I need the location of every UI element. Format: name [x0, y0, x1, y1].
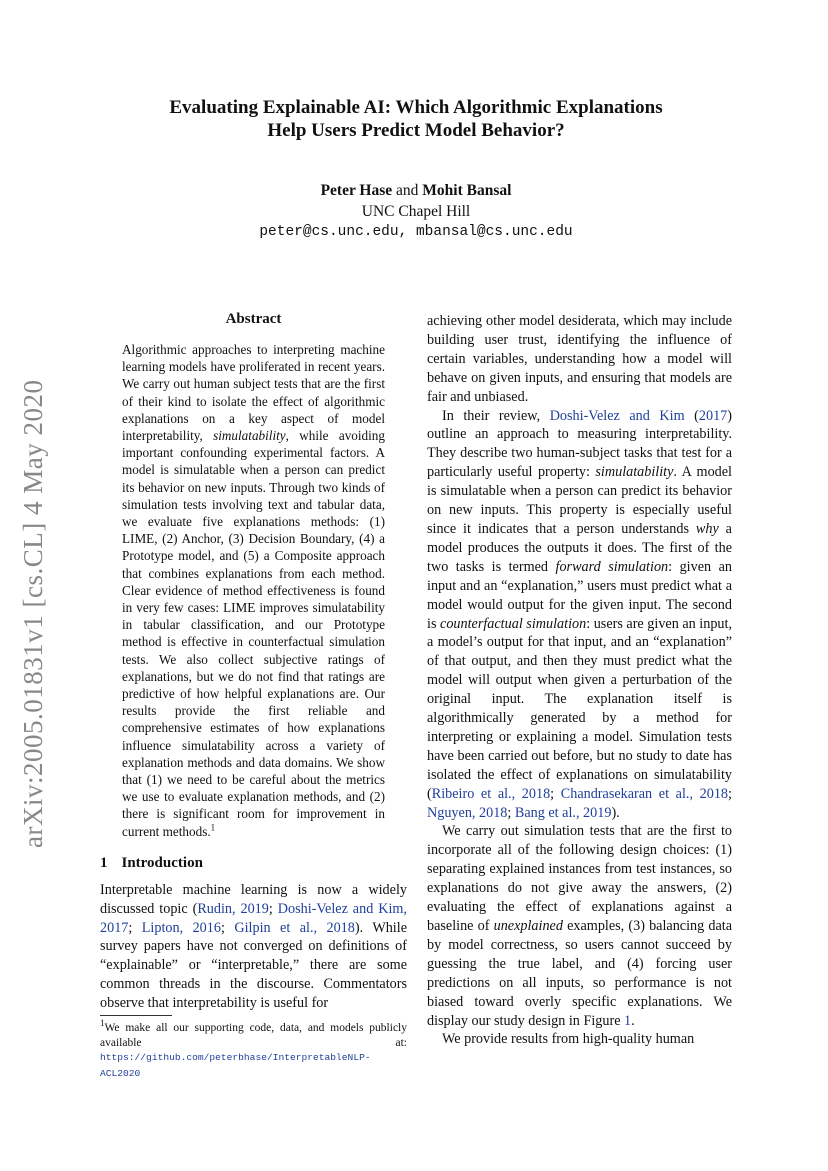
section-title: Introduction [121, 854, 203, 871]
section-heading-introduction [100, 854, 407, 873]
text: ; [550, 785, 561, 802]
citation-chandrasekaran[interactable]: Chandrasekaran et al., 2018 [560, 785, 729, 802]
paper-title [100, 96, 732, 142]
text: ; [128, 919, 142, 936]
abstract-heading: Abstract [225, 311, 282, 327]
text: ; [507, 804, 515, 821]
affiliation: UNC Chapel Hill [361, 203, 471, 220]
text: : given an input and an “explanation,” users must predict what a model would output for the given input. The second is [427, 558, 732, 632]
text: Interpretable machine learning is now a widely discussed topic ( [100, 881, 407, 917]
author-block [100, 180, 732, 243]
citation-ribeiro[interactable]: Ribeiro et al., 2018 [431, 785, 551, 802]
text: examples, (3) balancing data by model correctness, so users cannot succeed by guessing the true label, and (4) forcing user predictions on all inputs, so performance is not biased toward overly specific explanations. We display our study design in Figure [427, 918, 732, 1029]
author-emails: peter@cs.unc.edu, mbansal@cs.unc.edu [259, 224, 573, 240]
citation-doshi-velez[interactable]: Doshi-Velez and Kim, 2017 [100, 900, 407, 936]
emphasis: unexplained [493, 918, 563, 934]
paragraph-design [427, 822, 732, 1030]
intro-paragraph [100, 881, 407, 1013]
footnote-number: 1 [100, 1018, 105, 1029]
author-names [100, 180, 732, 201]
text: In their review, [442, 407, 550, 424]
text: ) outline an approach to measuring interpretability. They describe two human-subject tasks that test for a particularly useful property: [427, 407, 732, 481]
text: ; [268, 900, 278, 917]
emphasis: why [695, 520, 719, 537]
abstract-text-part: , while avoiding important confounding experimental factors. A model is simulatable when a person can predict its behavior on new inputs. Through two kinds of simulation tests involving text and tabular data, we evaluate five explanations methods: (1) LIME, (2) Anchor, (3) Decision Boundary, (4) a Prototype model, and (5) a Composite approach that combines explanations from each method. Clear evidence of method effectiveness is found in very few cases: LIME improves simulatability in tabular classification, and our Prototype method is effective in counterfactual simulation tests. We also collect subjective ratings of explanations, but we do not find that ratings are predictive of how helpful explanations are. Our results provide the first reliable and comprehensive estimates of how explanations influence simulatability across a variety of explanation methods and data domains. We show that (1) we need to be careful about the metrics we use to evaluate explanation methods, and (2) there is significant room for improvement in current methods. [122, 427, 385, 839]
text: : users are given an input, a model’s output for that input, and an “explanation” of that output, and then they must predict what the model will output when given a perturbation of the original input. The explanation itself is algorithmically generated by a method for interpreting or explaining a model. Simulation tests have been carried out before, but no study to date has isolated the effect of explanations on simulatability ( [427, 615, 732, 802]
text: a model produces the outputs it does. The first of the two tasks is termed [427, 520, 732, 575]
emphasis: counterfactual simulation [440, 615, 587, 632]
title-line-1: Evaluating Explainable AI: Which Algorithmic Explanations [169, 97, 663, 118]
footnote-url-link[interactable]: https://github.com/peterbhase/InterpretableNLP-ACL2020 [100, 1052, 371, 1079]
text: ; [728, 785, 732, 802]
emphasis: forward simulation [555, 558, 669, 575]
citation-year[interactable]: 2017 [698, 407, 728, 424]
text: We carry out simulation tests that are the first to incorporate all of the following design choices: (1) separating explained instances from test instances, so explanations do not give away the answers, (2) evaluating the effect of explanations against a baseline of [427, 823, 732, 934]
text: ( [684, 407, 699, 424]
footnote-divider [100, 1015, 172, 1016]
abstract-text-part: Algorithmic approaches to interpreting machine learning models have proliferated in recent years. We carry out human subject tests that are the first of their kind to isolate the effect of algorithmic explanations on a key aspect of model interpretability, [122, 341, 385, 443]
citation-bang[interactable]: Bang et al., 2019 [514, 804, 612, 821]
citation-doshi-velez-kim[interactable]: Doshi-Velez and Kim [549, 407, 685, 424]
text: . A model is simulatable when a person can predict its behavior on new inputs. This property is especially useful since it indicates that a person understands [427, 464, 732, 537]
citation-rudin[interactable]: Rudin, 2019 [197, 900, 269, 917]
text: . [631, 1012, 635, 1029]
emphasis: simulatability [595, 464, 674, 481]
author-and: and [396, 182, 419, 199]
text: ). While survey papers have not converged on definitions of “explainable” or “interpretable,” there are some common threads in the discourse. Commentators observe that interpretability is useful for [100, 919, 407, 1012]
right-column [427, 312, 732, 1049]
citation-lipton[interactable]: Lipton, 2016 [141, 919, 221, 936]
arxiv-stamp: arXiv:2005.01831v1 [cs.CL] 4 May 2020 [18, 379, 48, 848]
paragraph-continued: achieving other model desiderata, which may include building user trust, identifying the influence of certain variables, understanding how a model will behave on given inputs, and ensuring that models are fair and unbiased. [427, 313, 732, 405]
paragraph-review [427, 407, 732, 823]
text: ; [220, 919, 235, 936]
author-2: Mohit Bansal [422, 182, 512, 199]
footnote-mark[interactable]: 1 [210, 822, 216, 833]
title-line-2: Help Users Predict Model Behavior? [267, 120, 565, 141]
citation-nguyen[interactable]: Nguyen, 2018 [427, 804, 508, 821]
left-column [100, 310, 407, 1013]
section-number: 1 [100, 854, 108, 871]
citation-gilpin[interactable]: Gilpin et al., 2018 [234, 919, 355, 936]
footnote-text: We make all our supporting code, data, and models publicly available at: [100, 1022, 407, 1049]
abstract-emphasis: simulatability [213, 427, 286, 443]
footnote [100, 1018, 407, 1081]
text: ). [611, 804, 620, 821]
abstract-text [122, 341, 385, 840]
author-1: Peter Hase [320, 182, 393, 199]
figure-reference[interactable]: 1 [624, 1012, 632, 1029]
paragraph-results: We provide results from high-quality human [442, 1031, 695, 1048]
